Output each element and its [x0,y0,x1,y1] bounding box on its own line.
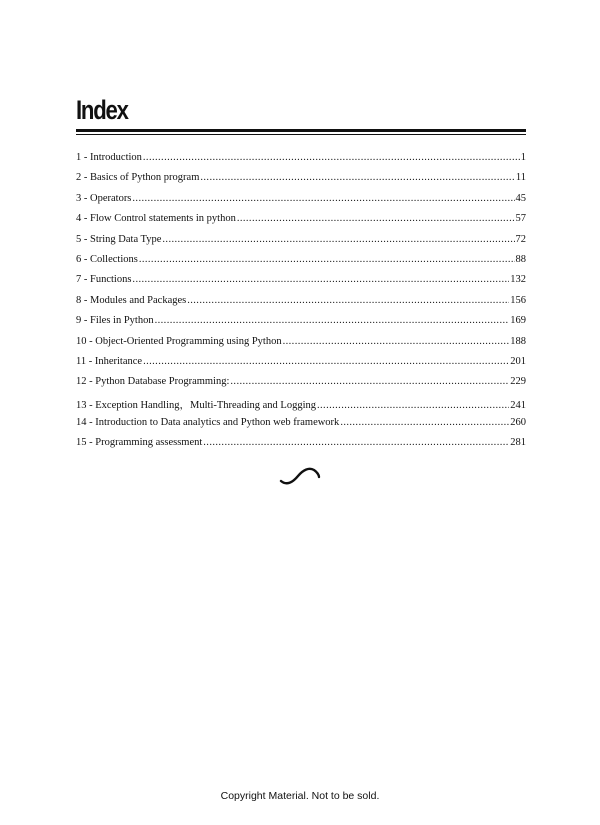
toc-dot-leader [162,234,514,245]
toc-dot-leader [132,274,509,285]
toc-entry-label: 11 - Inheritance [76,355,143,367]
swash-ornament-icon [279,466,321,486]
toc-page-number: 281 [510,437,526,449]
toc-page-number: 45 [515,192,526,204]
toc-dot-leader [187,295,509,306]
toc-page-number: 229 [510,376,526,388]
toc-entry-label: 3 - Operators [76,192,132,204]
page-title: Index [76,95,128,125]
toc-page-number: 201 [510,355,526,367]
toc-dot-leader [340,417,509,428]
toc-entry-introduction[interactable] [76,152,526,172]
title-rule-thick [76,129,526,132]
toc-dot-leader [139,254,515,265]
toc-entry-label: 4 - Flow Control statements in python [76,213,236,225]
toc-entry-inheritance[interactable] [76,356,526,376]
toc-dot-leader [203,437,509,448]
toc-entry-label: 10 - Object-Oriented Programming using Python [76,335,282,347]
toc-page-number: 132 [510,274,526,286]
toc-page-number: 11 [515,172,526,184]
toc-entry-basics[interactable] [76,172,526,192]
toc-entry-database[interactable] [76,376,526,396]
toc-entry-modules-packages[interactable] [76,295,526,315]
table-of-contents [76,152,526,458]
toc-page-number: 188 [510,335,526,347]
toc-entry-label: 1 - Introduction [76,152,142,163]
toc-entry-label: 12 - Python Database Programming: [76,376,230,388]
toc-page-number: 88 [515,253,526,265]
toc-entry-label: 6 - Collections [76,253,138,265]
toc-entry-label: 15 - Programming assessment [76,437,203,449]
toc-entry-label: 5 - String Data Type [76,233,162,245]
toc-page-number: 169 [510,315,526,327]
toc-dot-leader [200,172,515,183]
toc-entry-programming-assessment[interactable] [76,437,526,457]
toc-dot-leader [155,315,510,326]
toc-dot-leader [317,400,509,411]
toc-entry-label: 14 - Introduction to Data analytics and Python web framework [76,417,340,429]
toc-page-number: 241 [510,399,526,411]
toc-entry-exception-handling[interactable] [76,397,526,417]
copyright-footer: Copyright Material. Not to be sold. [220,790,380,802]
toc-dot-leader [132,193,514,204]
toc-entry-oop[interactable] [76,336,526,356]
toc-entry-data-analytics[interactable] [76,417,526,437]
toc-dot-leader [283,336,510,347]
title-rule-thin [76,134,526,135]
toc-entry-label: 2 - Basics of Python program [76,172,200,184]
toc-entry-label: 8 - Modules and Packages [76,294,187,306]
toc-entry-operators[interactable] [76,193,526,213]
toc-entry-flow-control[interactable] [76,213,526,233]
toc-page-number: 260 [510,417,526,429]
toc-page-number: 156 [510,294,526,306]
toc-entry-collections[interactable] [76,254,526,274]
toc-entry-label: 7 - Functions [76,274,132,286]
toc-entry-label: 9 - Files in Python [76,315,154,327]
toc-dot-leader [237,213,515,224]
toc-page-number: 1 [520,152,526,163]
toc-dot-leader [230,376,509,387]
toc-dot-leader [143,152,520,163]
toc-dot-leader [143,356,509,367]
toc-entry-label: 13 - Exception Handling，Multi-Threading and Logging [76,399,316,411]
toc-entry-files[interactable] [76,315,526,335]
toc-page-number: 57 [515,213,526,225]
toc-page-number: 72 [515,233,526,245]
toc-entry-string-data-type[interactable] [76,234,526,254]
toc-entry-functions[interactable] [76,274,526,294]
